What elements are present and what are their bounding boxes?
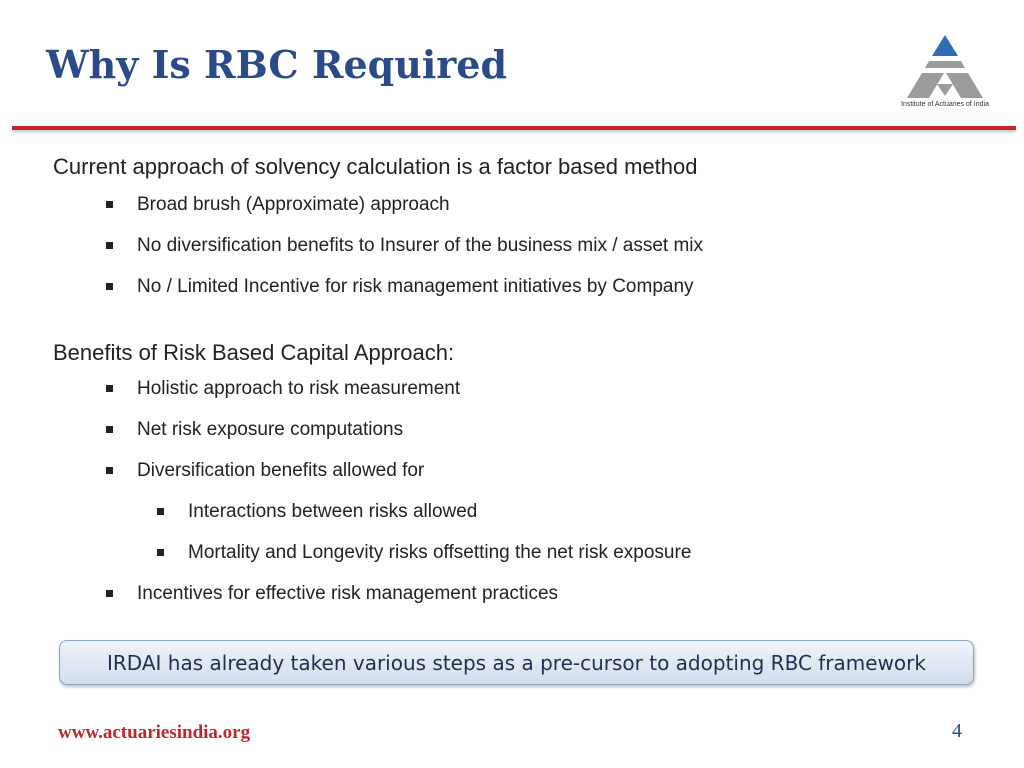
list-item-text: Broad brush (Approximate) approach (137, 194, 450, 215)
logo-top-triangle (932, 35, 958, 56)
square-bullet-icon (106, 590, 113, 597)
list-item-text: Diversification benefits allowed for (137, 460, 425, 481)
institute-logo (895, 32, 995, 112)
square-bullet-icon (157, 549, 164, 556)
square-bullet-icon (106, 385, 113, 392)
list-item-text: Net risk exposure computations (137, 419, 404, 440)
callout-text: IRDAI has already taken various steps as a pre-cursor to adopting RBC framework (107, 650, 926, 675)
list-item-text: Incentives for effective risk management practices (137, 583, 559, 604)
square-bullet-icon (106, 426, 113, 433)
callout-box (59, 640, 974, 685)
square-bullet-icon (157, 508, 164, 515)
square-bullet-icon (106, 467, 113, 474)
list-item-text: Holistic approach to risk measurement (137, 378, 461, 399)
square-bullet-icon (106, 242, 113, 249)
logo-center-shape (937, 84, 953, 96)
logo-caption: Institute of Actuaries of India (901, 101, 989, 108)
sub-list-item-text: Interactions between risks allowed (188, 501, 478, 522)
title-divider (12, 126, 1016, 130)
logo-band (925, 61, 965, 68)
footer-website-link[interactable]: www.actuariesindia.org (58, 722, 251, 743)
list-item-text: No diversification benefits to Insurer of the business mix / asset mix (137, 235, 704, 256)
sub-list-item-text: Mortality and Longevity risks offsetting the net risk exposure (188, 542, 692, 563)
section-heading-current-approach: Current approach of solvency calculation is a factor based method (53, 154, 698, 179)
square-bullet-icon (106, 201, 113, 208)
square-bullet-icon (106, 283, 113, 290)
page-number: 4 (952, 720, 962, 742)
section-heading-rbc-benefits: Benefits of Risk Based Capital Approach: (53, 340, 455, 365)
list-item-text: No / Limited Incentive for risk management initiatives by Company (137, 276, 694, 297)
slide-title: Why Is RBC Required (46, 42, 508, 87)
